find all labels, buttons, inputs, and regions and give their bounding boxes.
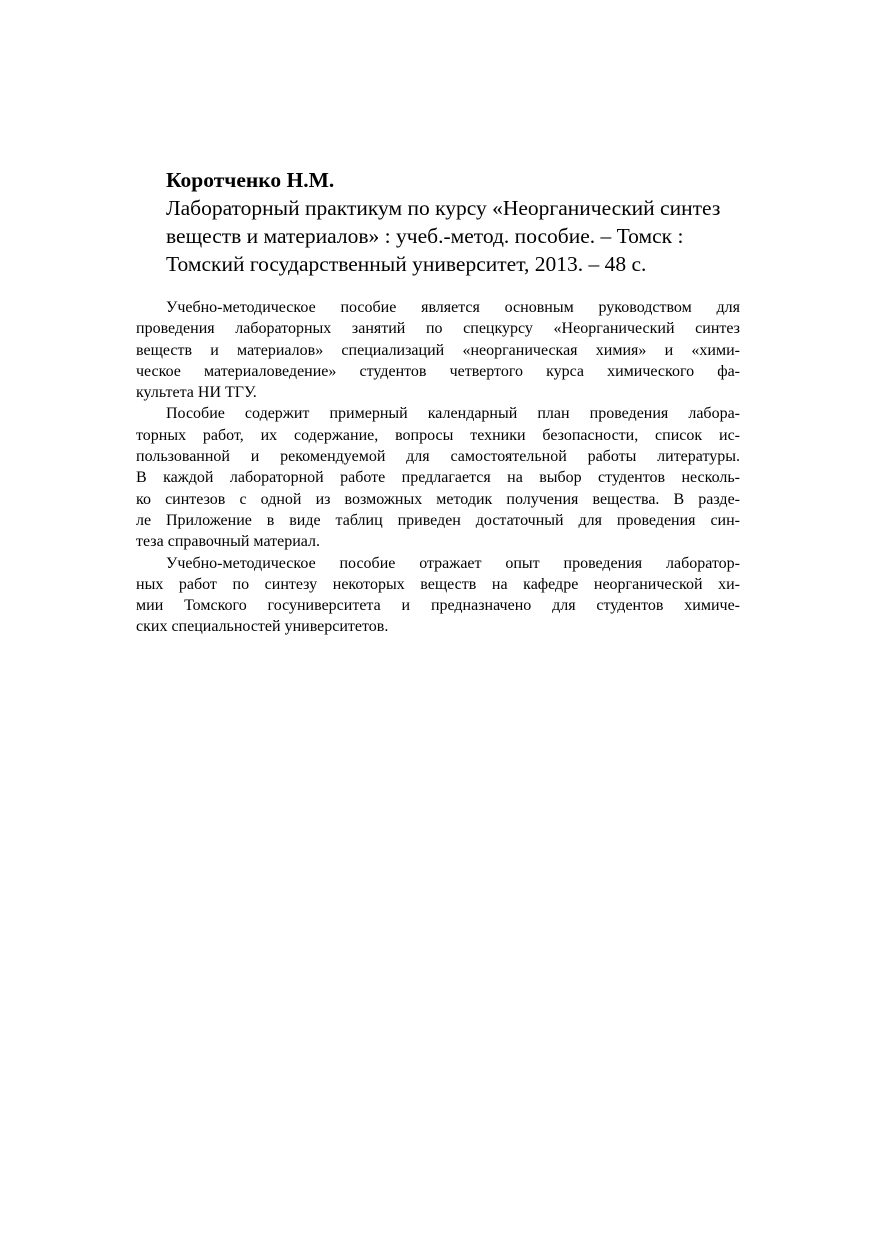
abstract-line: мии Томского госуниверситета и предназначено для студентов химиче- [136,597,740,615]
abstract-line: культета НИ ТГУ. [136,384,257,402]
abstract-line: В каждой лабораторной работе предлагается на выбор студентов несколь- [136,469,740,487]
abstract-paragraph [136,553,740,638]
abstract-line: веществ и материалов» специализаций «неорганическая химия» и «хими- [136,341,740,359]
abstract-line: ских специальностей университетов. [136,618,389,636]
abstract-line: Учебно-методическое пособие отражает опыт проведения лаборатор- [166,554,740,572]
abstract-paragraph [136,403,740,552]
abstract-line: проведения лабораторных занятий по спецкурсу «Неорганический синтез [136,320,740,338]
abstract-line: Учебно-методическое пособие является основным руководством для [166,299,740,316]
abstract-line: ко синтезов с одной из возможных методик получения вещества. В разде- [136,490,740,508]
abstract-paragraph [136,297,740,403]
citation-line: Лабораторный практикум по курсу «Неорганический синтез [166,196,721,220]
bibliographic-citation [166,166,766,278]
abstract-line: ле Приложение в виде таблиц приведен достаточный для проведения син- [136,511,740,529]
citation-line: Томский государственный университет, 2013. – 48 с. [166,252,647,276]
abstract [136,297,740,638]
abstract-line: теза справочный материал. [136,533,321,551]
abstract-line: Пособие содержит примерный календарный план проведения лабора- [166,405,740,423]
abstract-line: ческое материаловедение» студентов четвертого курса химического фа- [136,362,740,380]
citation-line: веществ и материалов» : учеб.-метод. пособие. – Томск : [166,224,684,248]
abstract-line: торных работ, их содержание, вопросы техники безопасности, список ис- [136,426,740,444]
abstract-line: пользованной и рекомендуемой для самостоятельной работы литературы. [136,448,740,466]
citation-author: Коротченко Н.М. [166,168,335,192]
abstract-line: ных работ по синтезу некоторых веществ на кафедре неорганической хи- [136,575,740,593]
